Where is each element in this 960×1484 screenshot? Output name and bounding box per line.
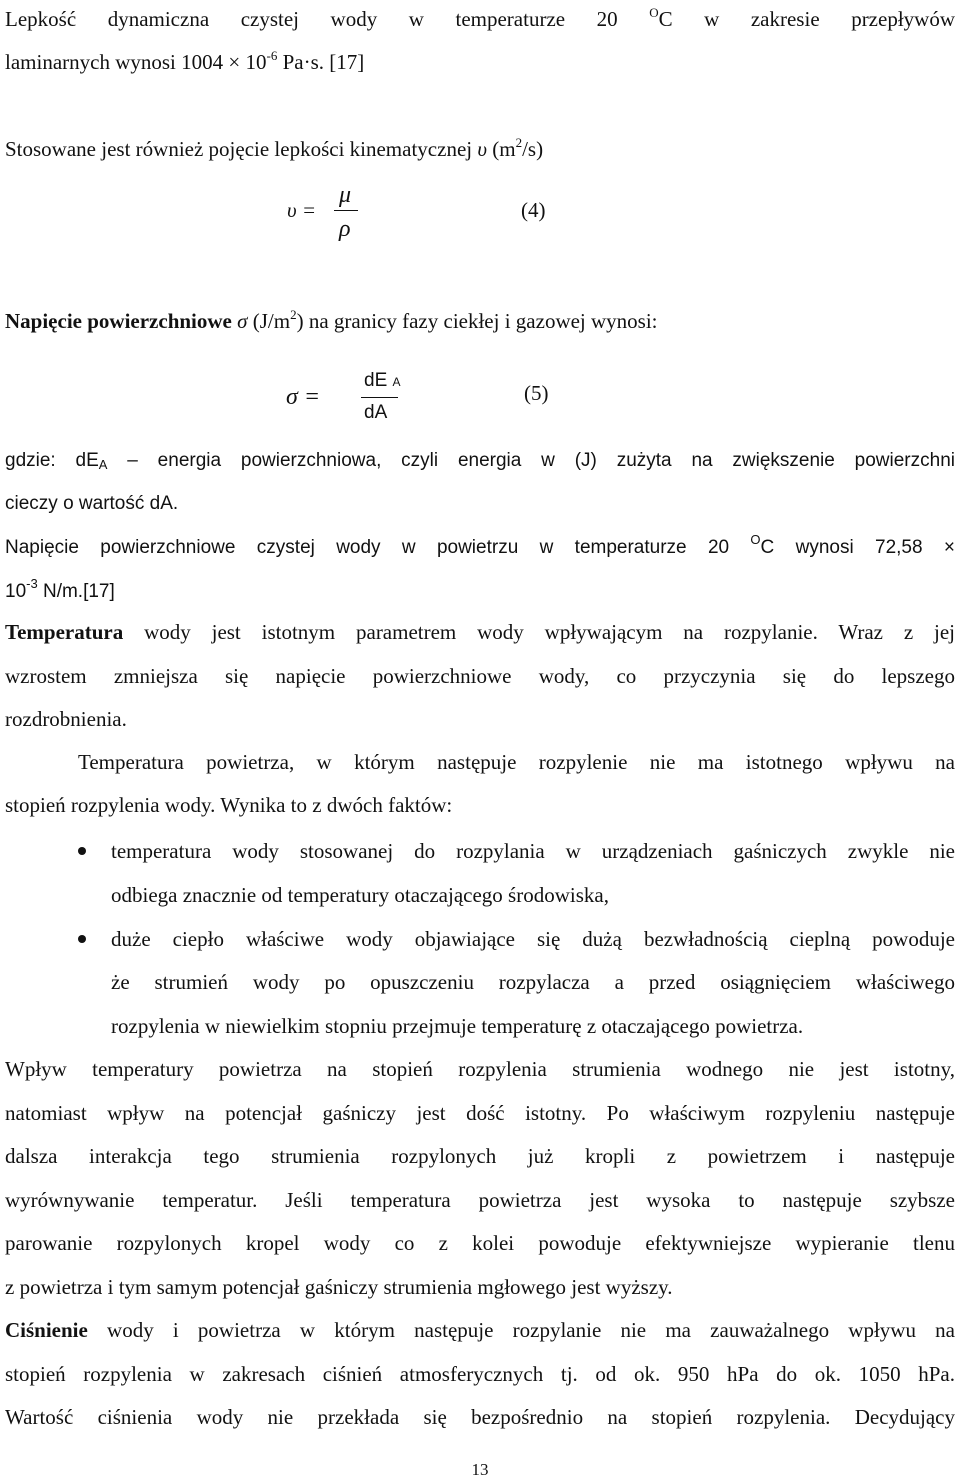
bullet-1-line-2: odbiega znacznie od temperatury otaczającego środowiska,	[111, 883, 609, 907]
bullet-1-line-1: temperatura wody stosowanej do rozpylania w urządzeniach gaśniczych zwykle nie	[111, 839, 955, 863]
influence-line-6: z powietrza i tym samym potencjał gaśniczy strumienia mgłowego jest wyższy.	[5, 1275, 673, 1299]
bullet-2-line-3: rozpylenia w niewielkim stopniu przejmuje temperaturę z otaczającego powietrza.	[111, 1014, 804, 1038]
bullet-dot	[78, 847, 86, 855]
influence-line-4: wyrównywanie temperatur. Jeśli temperatura powietrza jest wysoka to następuje szybsze	[5, 1188, 955, 1212]
eq4-denominator: ρ	[339, 216, 351, 242]
pressure-line-2: stopień rozpylenia w zakresach ciśnień atmosferycznych tj. od ok. 950 hPa do ok. 1050 hPa.	[5, 1362, 955, 1386]
influence-line-5: parowanie rozpylonych kropel wody co z kolei powoduje efektywniejsze wypieranie tlenu	[5, 1231, 955, 1255]
pressure-line-3: Wartość ciśnienia wody nie przekłada się bezpośrednio na stopień rozpylenia. Decydujący	[5, 1405, 955, 1429]
eq4-numerator: μ	[339, 182, 352, 208]
eq5-lhs: σ =	[286, 384, 321, 410]
temperature-line-1: Temperatura wody jest istotnym parametrem wody wpływającym na rozpylanie. Wraz z jej	[5, 620, 955, 644]
bullet-2-line-1: duże ciepło właściwe wody objawiające się dużą bezwładnością cieplną powoduje	[111, 927, 955, 951]
pressure-line-1: Ciśnienie wody i powietrza w którym następuje rozpylanie nie ma zauważalnego wpływu na	[5, 1318, 955, 1342]
where-line-2: cieczy o wartość dA.	[5, 493, 179, 514]
air-temperature-line-2: stopień rozpylenia wody. Wynika to z dwóch faktów:	[5, 793, 453, 817]
eq5-denominator: dA	[364, 402, 388, 423]
viscosity-line-1: Lepkość dynamiczna czystej wody w temperaturze 20 $^O$C w zakresie przepływów	[5, 5, 955, 31]
influence-line-2: natomiast wpływ na potencjał gaśniczy jest dość istotny. Po właściwym rozpyleniu następuje	[5, 1101, 956, 1125]
surface-tension-line: Napięcie powierzchniowe σ $(J/m^2)$ na granicy fazy ciekłej i gazowej wynosi:	[5, 307, 658, 333]
bullet-2-line-2: że strumień wody po opuszczeniu rozpylacza a przed osiągnięciem właściwego	[111, 970, 955, 994]
bullet-dot	[78, 935, 86, 943]
eq4-fraction-bar	[334, 210, 358, 211]
eq4-label: (4)	[521, 198, 546, 222]
eq4-lhs: υ =	[287, 198, 317, 222]
eq5-label: (5)	[524, 381, 549, 405]
influence-line-1: Wpływ temperatury powietrza na stopień rozpylenia strumienia wodnego nie jest istotny,	[5, 1057, 955, 1081]
temperature-line-3: rozdrobnienia.	[5, 707, 127, 731]
viscosity-line-2: laminarnych wynosi $1004 \times 10^{-6}$ Pa·s. [17]	[5, 48, 365, 74]
temperature-line-2: wzrostem zmniejsza się napięcie powierzchniowe wody, co przyczynia się do lepszego	[5, 664, 955, 688]
eq5-numerator: dE A	[364, 370, 401, 391]
water-tension-line-2: $10^{-3}$ N/m.[17]	[5, 576, 115, 602]
page-number: 13	[471, 1460, 489, 1479]
water-tension-line-1: Napięcie powierzchniowe czystej wody w powietrzu w temperaturze 20 $^O$C wynosi 72,58 ×	[5, 532, 956, 558]
where-line-1: gdzie: $dE_A$ – energia powierzchniowa, czyli energia w (J) zużyta na zwiększenie powierzchni	[5, 450, 955, 472]
air-temperature-line-1: Temperatura powietrza, w którym następuje rozpylenie nie ma istotnego wpływu na	[78, 750, 955, 774]
kinematic-viscosity-line: Stosowane jest również pojęcie lepkości kinematycznej υ $(m^2/s)$	[5, 135, 544, 161]
influence-line-3: dalsza interakcja tego strumienia rozpylonych już kropli z powietrzem i następuje	[5, 1144, 955, 1168]
eq5-fraction-bar	[361, 397, 398, 398]
